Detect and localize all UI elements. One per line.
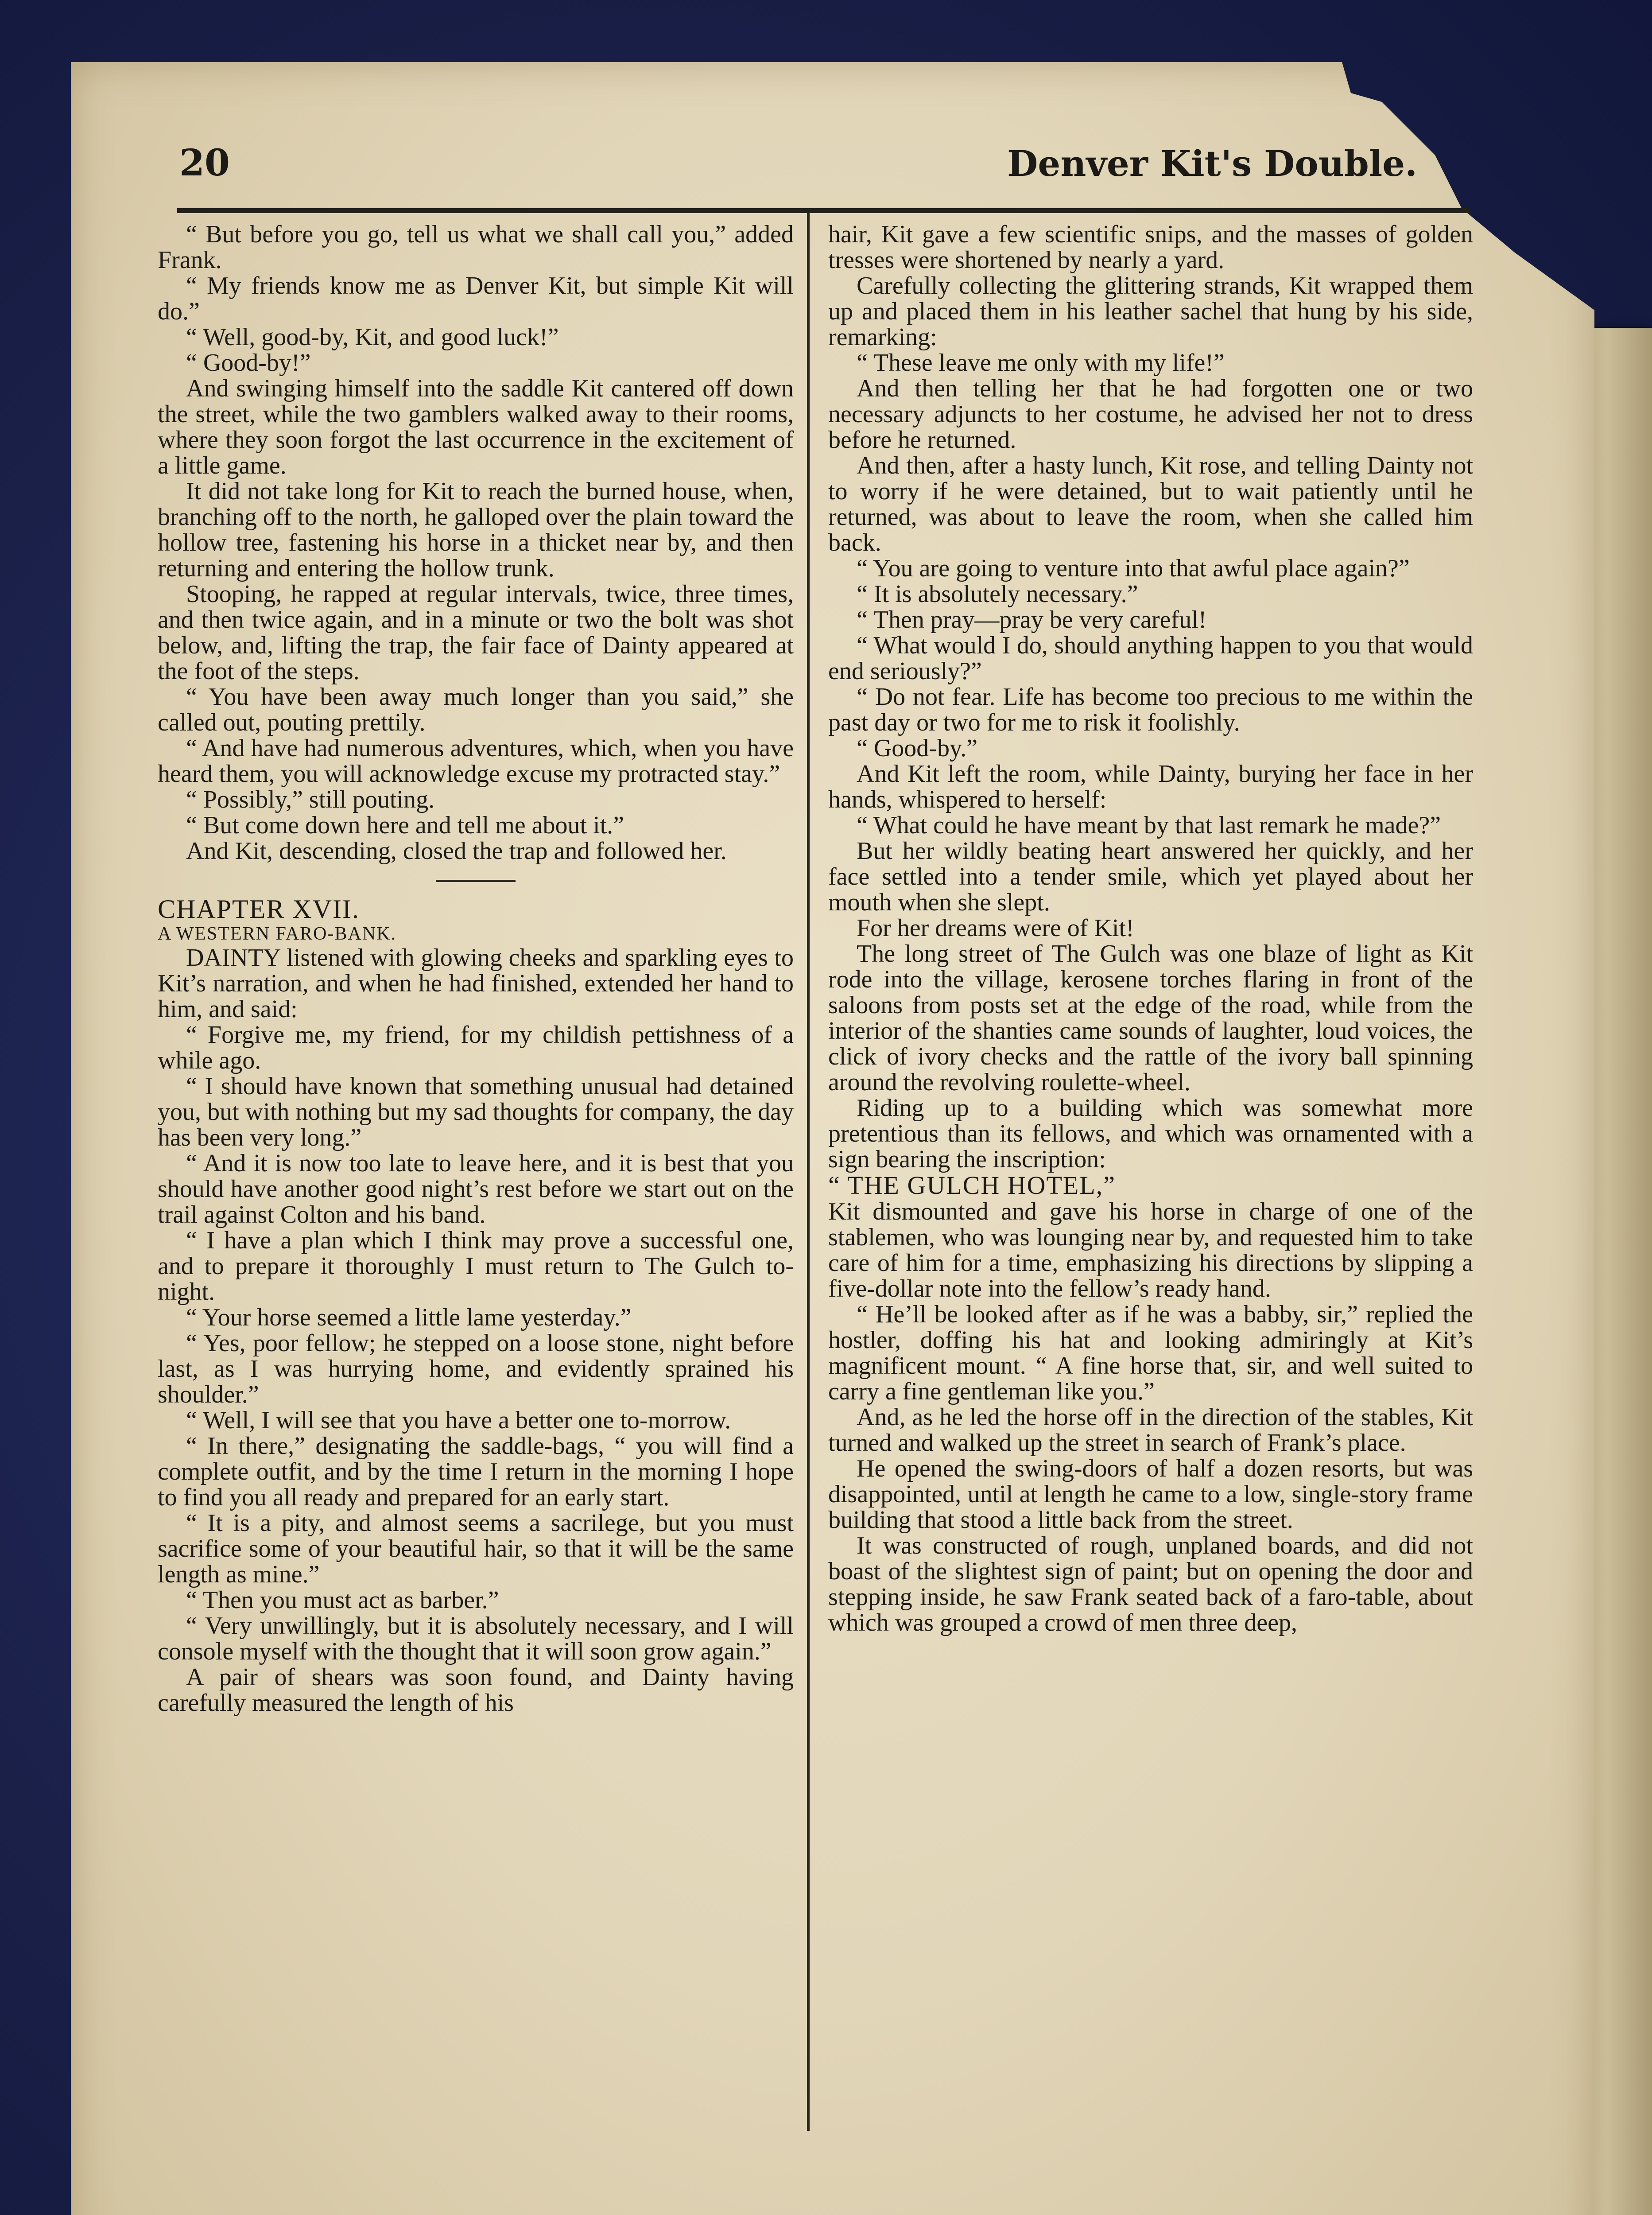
right-column — [828, 222, 1473, 2126]
paragraph: And Kit left the room, while Dainty, burying her face in her hands, whispered to herself: — [828, 760, 1473, 813]
chapter-break-rule — [436, 880, 516, 882]
paragraph: And swinging himself into the saddle Kit cantered off down the street, while the two gamblers walked away to their rooms, where they soon forgot the last occurrence in the excitement of a little game. — [158, 375, 794, 479]
paragraph: And, as he led the horse off in the direction of the stables, Kit turned and walked up the street in search of Frank’s place. — [828, 1403, 1473, 1457]
paragraph: “ Well, good-by, Kit, and good luck!” — [186, 323, 559, 351]
paragraph: “ Possibly,” still pouting. — [186, 786, 435, 813]
paragraph: “ My friends know me as Denver Kit, but simple Kit will do.” — [158, 272, 794, 325]
paragraph: “ You are going to venture into that awful place again?” — [857, 555, 1410, 582]
paragraph: “ Then pray—pray be very careful! — [857, 606, 1207, 633]
paragraph: Riding up to a building which was somewhat more pretentious than its fellows, and which was ornamented with a sign bearing the inscription: — [828, 1094, 1473, 1173]
hotel-sign-inscription: “ THE GULCH HOTEL,” — [828, 1171, 1116, 1200]
chapter-title: CHAPTER XVII. — [158, 894, 360, 924]
chapter-subtitle: A WESTERN FARO-BANK. — [158, 924, 396, 944]
paragraph: “ He’ll be looked after as if he was a babby, sir,” replied the hostler, doffing his hat and looking admiringly at Kit’s magnificent mount. “ A fine horse that, sir, and well suited to carry a fine gentleman like you.” — [828, 1301, 1473, 1405]
paragraph: And then telling her that he had forgotten one or two necessary adjuncts to her costume, he advised her not to dress before he returned. — [828, 375, 1473, 454]
paragraph: “ But come down here and tell me about it.” — [186, 812, 624, 839]
paragraph: “ Then you must act as barber.” — [186, 1586, 499, 1614]
paragraph: “ What would I do, should anything happen to you that would end seriously?” — [828, 632, 1473, 685]
paragraph: And then, after a hasty lunch, Kit rose, and telling Dainty not to worry if he were detained, but to wait patiently until he returned, was about to leave the room, when she called him back. — [828, 452, 1473, 556]
paragraph: And Kit, descending, closed the trap and followed her. — [186, 837, 727, 865]
paragraph: He opened the swing-doors of half a dozen resorts, but was disappointed, until at length he came to a low, single-story frame building that stood a little back from the street. — [828, 1455, 1473, 1534]
left-column — [158, 222, 794, 2126]
paragraph: The long street of The Gulch was one blaze of light as Kit rode into the village, kerosene torches flaring in front of the saloons from posts set at the edge of the road, while from the interior of the shanties came sounds of laughter, loud voices, the click of ivory checks and the rattle of the ivory ball spinning around the revolving roulette-wheel. — [828, 940, 1473, 1096]
paragraph: It was constructed of rough, unplaned boards, and did not boast of the slightest sign of paint; but on opening the door and stepping inside, he saw Frank seated back of a faro-table, about which was grouped a crowd of men three deep, — [828, 1532, 1473, 1636]
paragraph: “ But before you go, tell us what we shall call you,” added Frank. — [158, 222, 794, 274]
paragraph: “ It is absolutely necessary.” — [857, 580, 1138, 608]
paragraph: But her wildly beating heart answered her quickly, and her face settled into a tender smile, which yet played about her mouth when she slept. — [828, 837, 1473, 916]
paragraph: Carefully collecting the glittering strands, Kit wrapped them up and placed them in his leather sachel that hung by his side, remarking: — [828, 272, 1473, 351]
paragraph: “ Do not fear. Life has become too precious to me within the past day or two for me to risk it foolishly. — [828, 683, 1473, 736]
paragraph: hair, Kit gave a few scientific snips, and the masses of golden tresses were shortened by nearly a yard. — [828, 222, 1473, 274]
paragraph: “ Your horse seemed a little lame yesterday.” — [186, 1304, 632, 1331]
paragraph: “ It is a pity, and almost seems a sacrilege, but you must sacrifice some of your beautiful hair, so that it will be the same length as mine.” — [158, 1509, 794, 1588]
column-divider — [807, 213, 810, 2131]
paragraph: It did not take long for Kit to reach the burned house, when, branching off to the north, he galloped over the plain toward the hollow tree, fastening his horse in a thicket near by, and then returning and entering the hollow trunk. — [158, 478, 794, 582]
running-title: Denver Kit's Double. — [1007, 143, 1417, 184]
paragraph: “ Very unwillingly, but it is absolutely necessary, and I will console myself with the thought that it will soon grow again.” — [158, 1612, 794, 1665]
paragraph: “ These leave me only with my life!” — [857, 349, 1225, 377]
paragraph: “ Forgive me, my friend, for my childish pettishness of a while ago. — [158, 1021, 794, 1074]
page-number: 20 — [179, 142, 230, 184]
paragraph: “ Good-by!” — [186, 349, 311, 377]
paragraph: DAINTY listened with glowing cheeks and sparkling eyes to Kit’s narration, and when he had finished, extended her hand to him, and said: — [158, 944, 794, 1023]
paragraph: “ Well, I will see that you have a better one to-morrow. — [186, 1407, 731, 1434]
paragraph: Kit dismounted and gave his horse in charge of one of the stablemen, who was lounging near by, and requested him to take care of him for a time, emphasizing his directions by slipping a five-dollar note into the fellow’s ready hand. — [828, 1198, 1473, 1302]
right-column-text-after-sign — [828, 1199, 1473, 1636]
paragraph: “ You have been away much longer than you said,” she called out, pouting prettily. — [158, 683, 794, 736]
paragraph: “ Good-by.” — [857, 734, 978, 762]
paragraph: For her dreams were of Kit! — [857, 914, 1134, 942]
paragraph: “ And it is now too late to leave here, and it is best that you should have another good night’s rest before we start out on the trail against Colton and his band. — [158, 1150, 794, 1228]
paragraph: “ What could he have meant by that last remark he made?” — [857, 812, 1441, 839]
paragraph: “ I have a plan which I think may prove a successful one, and to prepare it thoroughly I must return to The Gulch to-night. — [158, 1227, 794, 1306]
paragraph: Stooping, he rapped at regular intervals, twice, three times, and then twice again, and in a minute or two the bolt was shot below, and, lifting the trap, the fair face of Dainty appeared at the foot of the steps. — [158, 580, 794, 685]
paragraph: “ Yes, poor fellow; he stepped on a loose stone, night before last, as I was hurrying home, and evidently sprained his shoulder.” — [158, 1329, 794, 1408]
left-column-text-before-chapter — [158, 222, 794, 864]
paragraph: A pair of shears was soon found, and Dainty having carefully measured the length of his — [158, 1663, 794, 1717]
paragraph: “ I should have known that something unusual had detained you, but with nothing but my sad thoughts for company, the day has been very long.” — [158, 1073, 794, 1151]
header-rule — [177, 208, 1470, 213]
paragraph: “ And have had numerous adventures, which, when you have heard them, you will acknowledge excuse my protracted stay.” — [158, 734, 794, 788]
paragraph: “ In there,” designating the saddle-bags, “ you will find a complete outfit, and by the time I return in the morning I hope to find you all ready and prepared for an early start. — [158, 1432, 794, 1511]
right-column-text-before-sign — [828, 222, 1473, 1172]
left-column-text-after-chapter — [158, 945, 794, 1716]
